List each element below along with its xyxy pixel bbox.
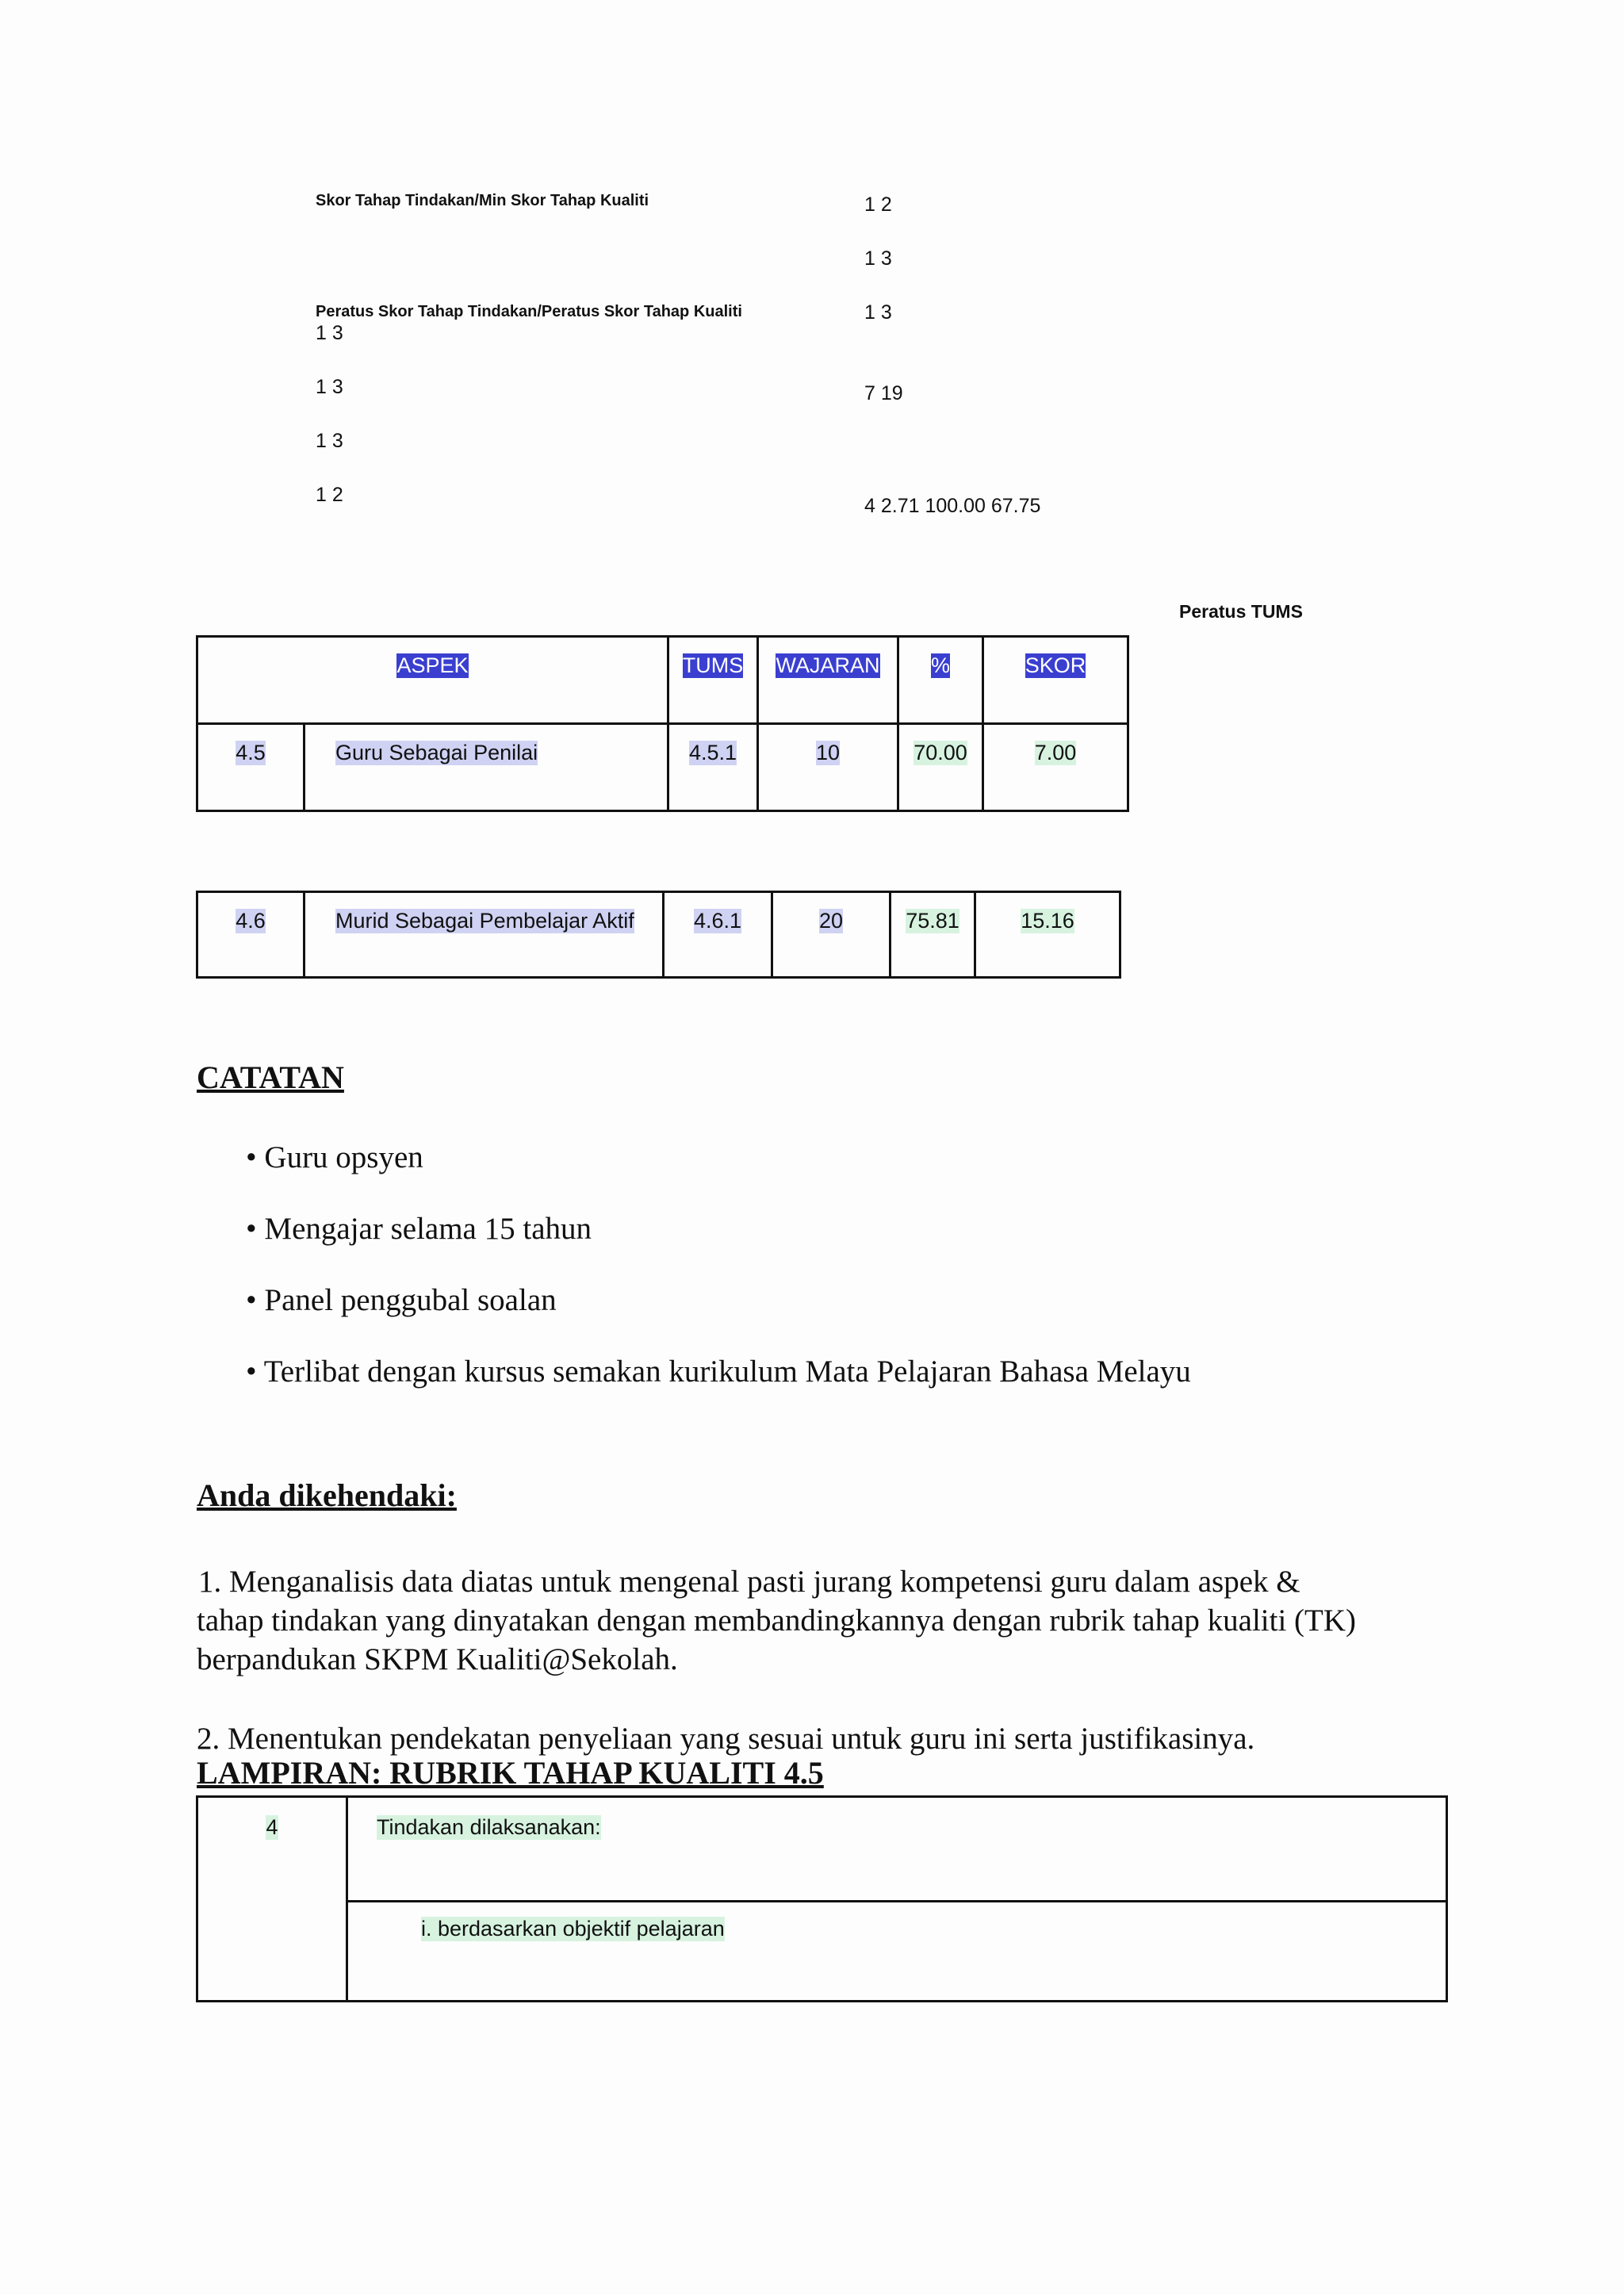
rubrik-row — [197, 1797, 1447, 1902]
right-value-summary: 4 2.71 100.00 67.75 — [864, 495, 1041, 517]
cell-aspek-name: Murid Sebagai Pembelajar Aktif — [335, 909, 634, 933]
rubrik-row-2-text: i. berdasarkan objektif pelajaran — [421, 1917, 725, 1941]
table-header-row — [197, 637, 1128, 724]
cell-tums: 4.6.1 — [693, 909, 742, 933]
header-percent: % — [930, 653, 950, 677]
rubrik-row-1-text: Tindakan dilaksanakan: — [377, 1815, 601, 1839]
task-2: 2. Menentukan pendekatan penyeliaan yang sesuai untuk guru ini serta justifikasinya. — [197, 1722, 1255, 1756]
task-1-line: berpandukan SKPM Kualiti@Sekolah. — [197, 1642, 678, 1676]
right-value: 1 3 — [864, 247, 892, 270]
lampiran-heading: LAMPIRAN: RUBRIK TAHAP KUALITI 4.5 — [197, 1755, 824, 1791]
catatan-item: • Terlibat dengan kursus semakan kurikulum Mata Pelajaran Bahasa Melayu — [246, 1354, 1191, 1389]
cell-skor: 7.00 — [1034, 741, 1077, 764]
cell-wajaran: 10 — [815, 741, 841, 764]
tasks-heading: Anda dikehendaki: — [197, 1477, 457, 1513]
left-value: 1 2 — [316, 484, 343, 506]
rubrik-table — [196, 1795, 1448, 2002]
peratus-tums-label: Peratus TUMS — [1179, 601, 1303, 622]
cell-aspek-code: 4.5 — [236, 741, 266, 764]
table-row — [197, 724, 1128, 811]
label-min-skor: Skor Tahap Tindakan/Min Skor Tahap Kualiti — [316, 192, 649, 209]
aspek-table — [196, 635, 1129, 812]
rubrik-level: 4 — [266, 1815, 278, 1839]
cell-wajaran: 20 — [818, 909, 844, 933]
header-aspek: ASPEK — [396, 653, 469, 677]
right-value: 1 3 — [864, 301, 892, 324]
left-value: 1 3 — [316, 430, 343, 452]
task-1-line: 1. Menganalisis data diatas untuk mengenal pasti jurang kompetensi guru dalam aspek & — [198, 1565, 1300, 1599]
rubrik-row — [197, 1902, 1447, 2002]
cell-percent: 75.81 — [906, 909, 959, 933]
catatan-item: • Mengajar selama 15 tahun — [246, 1212, 592, 1246]
cell-aspek-code: 4.6 — [236, 909, 266, 933]
catatan-heading: CATATAN — [197, 1059, 344, 1095]
cell-skor: 15.16 — [1021, 909, 1074, 933]
cell-aspek-name: Guru Sebagai Penilai — [335, 741, 538, 764]
right-value: 1 2 — [864, 193, 892, 216]
task-1-line: tahap tindakan yang dinyatakan dengan membandingkannya dengan rubrik tahap kualiti (TK) — [197, 1603, 1357, 1638]
cell-percent: 70.00 — [914, 741, 967, 764]
right-value: 7 19 — [864, 382, 903, 404]
left-value: 1 3 — [316, 376, 343, 398]
label-peratus-skor: Peratus Skor Tahap Tindakan/Peratus Skor Tahap Kualiti — [316, 303, 742, 320]
table-row — [197, 892, 1120, 978]
aspek-table-2 — [196, 891, 1121, 979]
header-wajaran: WAJARAN — [776, 653, 880, 677]
cell-tums: 4.5.1 — [688, 741, 737, 764]
left-value: 1 3 — [316, 322, 343, 344]
header-tums: TUMS — [682, 653, 744, 677]
catatan-item: • Panel penggubal soalan — [246, 1283, 557, 1317]
catatan-item: • Guru opsyen — [246, 1140, 423, 1174]
header-skor: SKOR — [1025, 653, 1086, 677]
